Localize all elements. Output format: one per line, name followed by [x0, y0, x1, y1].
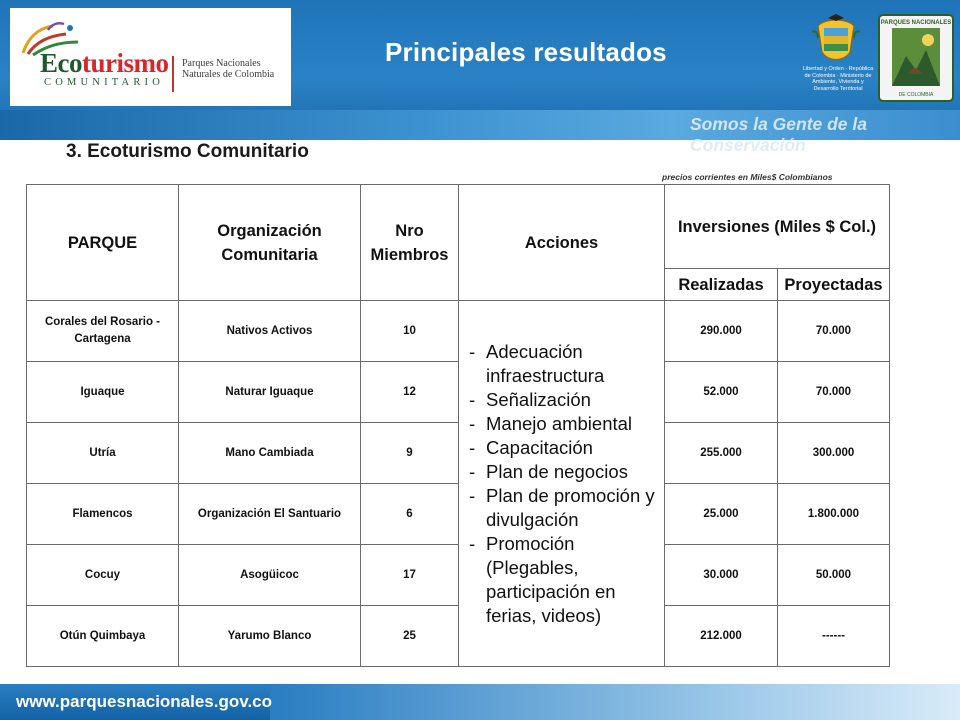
- cell-proyectadas: 50.000: [778, 545, 890, 606]
- table-row: [27, 423, 890, 484]
- footer-tab: [0, 684, 273, 720]
- cell-parque: Cocuy: [27, 545, 179, 606]
- accion-item: - Capacitación: [469, 436, 664, 460]
- logo-divider: [172, 56, 174, 92]
- header-miembros: Nro Miembros: [361, 185, 459, 301]
- cell-proyectadas: ------: [778, 606, 890, 667]
- table-row: [27, 606, 890, 667]
- cell-proyectadas: 300.000: [778, 423, 890, 484]
- cell-realizadas: 52.000: [665, 362, 778, 423]
- header-organizacion: Organización Comunitaria: [179, 185, 361, 301]
- cell-proyectadas: 1.800.000: [778, 484, 890, 545]
- cell-parque: Utría: [27, 423, 179, 484]
- cell-miembros: 9: [361, 423, 459, 484]
- cell-realizadas: 30.000: [665, 545, 778, 606]
- cell-parque: Flamencos: [27, 484, 179, 545]
- cell-proyectadas: 70.000: [778, 301, 890, 362]
- logo-wordmark: Ecoturismo: [40, 48, 169, 78]
- parques-nacionales-logo-icon: [878, 14, 954, 102]
- cell-organizacion: Asogüicoc: [179, 545, 361, 606]
- table-row: [27, 545, 890, 606]
- accion-item: - Plan de promoción y divulgación: [469, 484, 664, 532]
- accion-item: - Adecuación infraestructura: [469, 340, 664, 388]
- acciones-list: [459, 340, 664, 628]
- table-row: [27, 362, 890, 423]
- logo-subtitle: COMUNITARIO: [44, 77, 165, 88]
- ecoturismo-logo: [10, 8, 291, 106]
- footer-band: [0, 684, 960, 720]
- table-row: [27, 484, 890, 545]
- parks-logo-bottom-text: DE COLOMBIA: [898, 92, 934, 98]
- cell-parque: Otún Quimbaya: [27, 606, 179, 667]
- accion-item: - Manejo ambiental: [469, 412, 664, 436]
- cell-parque: Corales del Rosario - Cartagena: [27, 301, 179, 362]
- cell-organizacion: Organización El Santuario: [179, 484, 361, 545]
- cell-miembros: 12: [361, 362, 459, 423]
- header-realizadas: Realizadas: [665, 269, 778, 301]
- page-title: Principales resultados: [385, 37, 667, 67]
- cell-organizacion: Naturar Iguaque: [179, 362, 361, 423]
- table-row: [27, 301, 890, 362]
- header-parque: PARQUE: [27, 185, 179, 301]
- government-text: Libertad y Orden · República de Colombia · Ministerio de Ambiente, Vivienda y Desarrollo Territorial: [802, 66, 874, 92]
- section-title: 3. Ecoturismo Comunitario: [66, 141, 309, 162]
- cell-realizadas: 25.000: [665, 484, 778, 545]
- accion-item: - Promoción (Plegables, participación en ferias, videos): [469, 532, 664, 628]
- accion-item: - Plan de negocios: [469, 460, 664, 484]
- cell-organizacion: Nativos Activos: [179, 301, 361, 362]
- accion-item: - Señalización: [469, 388, 664, 412]
- table-note: precios corrientes en Miles$ Colombianos: [662, 172, 833, 182]
- colombia-crest-icon: [810, 12, 862, 68]
- logo-pnn-text: Parques Nacionales Naturales de Colombia: [182, 58, 275, 80]
- cell-parque: Iguaque: [27, 362, 179, 423]
- cell-miembros: 17: [361, 545, 459, 606]
- parks-logo-top-text: PARQUES NACIONALES: [880, 20, 952, 26]
- acciones-cell: [459, 301, 665, 667]
- header-proyectadas: Proyectadas: [778, 269, 890, 301]
- header-acciones: Acciones: [459, 185, 665, 301]
- header-inversiones: Inversiones (Miles $ Col.): [665, 185, 890, 269]
- cell-miembros: 25: [361, 606, 459, 667]
- footer-url-link[interactable]: www.parquesnacionales.gov.co: [16, 692, 273, 711]
- cell-realizadas: 255.000: [665, 423, 778, 484]
- cell-miembros: 6: [361, 484, 459, 545]
- cell-realizadas: 290.000: [665, 301, 778, 362]
- results-table: [26, 184, 890, 667]
- slogan: Somos la Gente de la Conservación: [690, 114, 867, 155]
- cell-proyectadas: 70.000: [778, 362, 890, 423]
- cell-organizacion: Yarumo Blanco: [179, 606, 361, 667]
- cell-miembros: 10: [361, 301, 459, 362]
- cell-organizacion: Mano Cambiada: [179, 423, 361, 484]
- cell-realizadas: 212.000: [665, 606, 778, 667]
